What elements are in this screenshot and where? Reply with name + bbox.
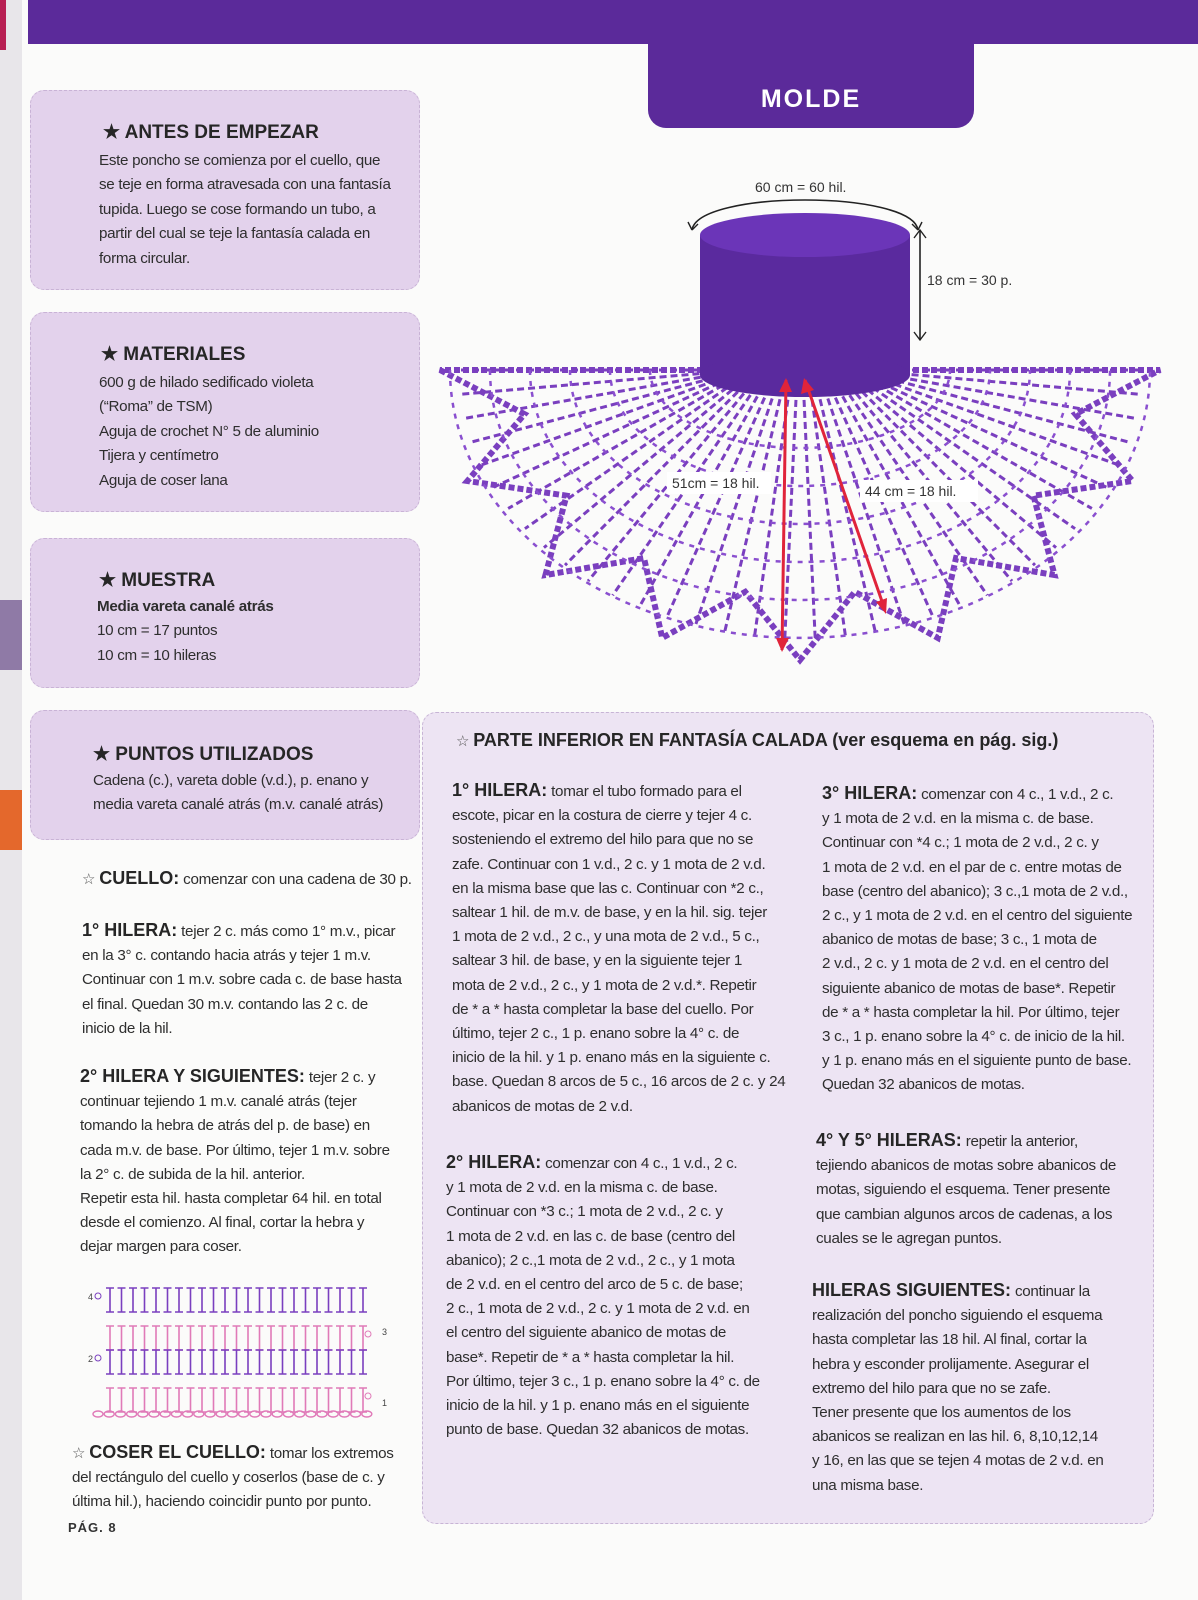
muestra-line: 10 cm = 17 puntos <box>97 622 218 640</box>
pi-h3 <box>822 781 1132 1098</box>
stitch-symbol <box>302 1350 310 1374</box>
stitch-symbol <box>313 1350 321 1374</box>
stitch-symbol <box>256 1326 264 1350</box>
molde-diagram <box>430 170 1170 680</box>
row-number-1: 1 <box>382 1398 388 1408</box>
pi-h2-line: de 2 v.d. en el centro del arco de 5 c. de base; <box>446 1276 743 1294</box>
chain-symbol <box>317 1411 327 1417</box>
pi-h45-line: cuales se le agregan puntos. <box>816 1229 1002 1247</box>
pi-hs-line: extremo del hilo para que no se zafe. <box>812 1379 1051 1397</box>
stitch-symbol <box>233 1388 241 1412</box>
stitch-symbol <box>221 1326 229 1350</box>
stitch-symbol <box>198 1388 206 1412</box>
outline-star-icon: ☆ <box>72 1445 90 1462</box>
muestra-title: ★ MUESTRA <box>99 570 216 591</box>
cuello-h2-heading: 2° HILERA Y SIGUIENTES: <box>80 1066 305 1086</box>
parte-inferior-title-text: PARTE INFERIOR EN FANTASÍA CALADA (ver esquema en pág. sig.) <box>473 730 1059 750</box>
cuello-h2-line: la 2° c. de subida de la hil. anterior. <box>80 1165 305 1183</box>
pi-h2-line: 2 c., 1 mota de 2 v.d., 2 c. y 1 mota de 2 v.d. en <box>446 1300 750 1318</box>
muestra-box <box>30 538 420 688</box>
pi-hs-line: hasta completar las 18 hil. Al final, cortar la <box>812 1331 1087 1349</box>
stitch-symbol <box>210 1326 218 1350</box>
coser-line: del rectángulo del cuello y coserlos (base de c. y <box>72 1469 385 1487</box>
stitch-symbol <box>141 1326 149 1350</box>
stitch-symbol <box>244 1350 252 1374</box>
pi-hs-line: y 16, en las que se tejen 4 motas de 2 v.d. en <box>812 1452 1104 1470</box>
pi-h1-line: base. Quedan 8 arcos de 5 c., 16 arcos de 2 c. y 24 <box>452 1073 786 1091</box>
coser-line: última hil.), haciendo coincidir punto por punto. <box>72 1493 372 1511</box>
collar-tube-top <box>700 213 910 257</box>
lace-pattern <box>440 370 1160 660</box>
cuello-h1 <box>82 918 402 1041</box>
stitch-symbol <box>221 1288 229 1312</box>
turning-chain-symbol <box>365 1393 371 1399</box>
puntos-box <box>30 710 420 840</box>
stitch-symbol <box>325 1388 333 1412</box>
muestra-body <box>97 595 274 668</box>
stitch-symbol <box>187 1288 195 1312</box>
stitch-symbol <box>210 1388 218 1412</box>
pi-h45 <box>816 1128 1116 1251</box>
stitch-symbol <box>290 1326 298 1350</box>
materiales-box <box>30 312 420 512</box>
stitch-symbol <box>141 1350 149 1374</box>
materiales-line: Tijera y centímetro <box>99 447 219 465</box>
cuello-line: comenzar con una cadena de 30 p. <box>183 871 412 888</box>
pi-h3-line: de * a * hasta completar la hil. Por último, tejer <box>822 1003 1120 1021</box>
row-number-2: 2 <box>88 1354 94 1364</box>
pi-h1-line: escote, picar en la costura de cierre y tejer 4 c. <box>452 807 752 825</box>
stitch-symbol <box>175 1326 183 1350</box>
stitch-symbol <box>129 1350 137 1374</box>
stitch-symbol <box>210 1350 218 1374</box>
stitch-symbol <box>198 1350 206 1374</box>
stitch-symbol <box>267 1350 275 1374</box>
pi-h2-line: 1 mota de 2 v.d. en las c. de base (centro del <box>446 1227 736 1245</box>
pi-h2-line: y 1 mota de 2 v.d. en la misma c. de base. <box>446 1179 718 1197</box>
stitch-symbol <box>336 1288 344 1312</box>
stitch-symbol <box>325 1326 333 1350</box>
cuello-h2-line: dejar margen para coser. <box>80 1238 242 1256</box>
antes-line: Este poncho se comienza por el cuello, que <box>99 152 381 169</box>
stitch-symbol <box>279 1388 287 1412</box>
puntos-title: ★ PUNTOS UTILIZADOS <box>93 744 314 765</box>
pi-h1 <box>452 778 785 1119</box>
stitch-symbol <box>244 1288 252 1312</box>
stitch-symbol <box>175 1350 183 1374</box>
stitch-symbol <box>152 1326 160 1350</box>
pi-h45-line: que cambian algunos arcos de cadenas, a los <box>816 1205 1113 1223</box>
stitch-symbol <box>302 1288 310 1312</box>
chain-symbol <box>283 1411 293 1417</box>
cuello-stitch-chart <box>84 1280 394 1420</box>
pi-h1-line: abanicos de motas de 2 v.d. <box>452 1097 633 1115</box>
stitch-symbol <box>359 1350 367 1374</box>
stitch-symbol <box>336 1350 344 1374</box>
cuello-h1-line: tejer 2 c. más como 1° m.v., picar <box>181 923 396 940</box>
turning-chain-symbol <box>95 1293 101 1299</box>
stitch-symbol <box>256 1350 264 1374</box>
stitch-symbol <box>325 1350 333 1374</box>
pi-h2-line: Continuar con *3 c.; 1 mota de 2 v.d., 2 c. y <box>446 1203 723 1221</box>
stitch-symbol <box>106 1326 114 1350</box>
stitch-symbol <box>210 1288 218 1312</box>
stitch-symbol <box>106 1388 114 1412</box>
pi-h45-heading: 4° Y 5° HILERAS: <box>816 1130 962 1150</box>
cuello-h2-line: desde el comienzo. Al final, cortar la hebra y <box>80 1214 365 1232</box>
stitch-symbol <box>359 1326 367 1350</box>
pi-h45-line: repetir la anterior, <box>965 1133 1078 1150</box>
radius-short-label: 44 cm = 18 hil. <box>865 483 957 499</box>
stitch-symbol <box>164 1388 172 1412</box>
coser-line: tomar los extremos <box>269 1445 394 1462</box>
stitch-symbol <box>187 1350 195 1374</box>
pi-h3-line: 1 mota de 2 v.d. en el par de c. entre motas de <box>822 858 1122 876</box>
chain-symbol <box>93 1411 103 1417</box>
stitch-symbol <box>187 1388 195 1412</box>
materiales-line: Aguja de crochet N° 5 de aluminio <box>99 422 319 440</box>
pi-h1-line: inicio de la hil. y 1 p. enano más en la siguiente c. <box>452 1049 771 1067</box>
pi-h2-line: base*. Repetir de * a * hasta completar la hil. <box>446 1348 735 1366</box>
stitch-symbol <box>175 1388 183 1412</box>
cuello-h1-line: inicio de la hil. <box>82 1019 173 1037</box>
lace-outline <box>440 370 1160 660</box>
cuello-h2-line: tomando la hebra de atrás del p. de base) en <box>80 1117 370 1135</box>
muestra-line: 10 cm = 10 hileras <box>97 646 217 664</box>
stitch-symbol <box>290 1388 298 1412</box>
stitch-symbol <box>106 1288 114 1312</box>
antes-line: partir del cual se teje la fantasía calada en <box>99 225 371 243</box>
antes-box <box>30 90 420 290</box>
stitch-symbol <box>256 1288 264 1312</box>
stitch-symbol <box>175 1288 183 1312</box>
materiales-line: Aguja de coser lana <box>99 471 228 489</box>
outline-star-icon: ☆ <box>82 871 100 888</box>
stitch-symbol <box>118 1350 126 1374</box>
antes-line: tupida. Luego se cose formando un tubo, a <box>99 200 376 218</box>
materiales-body <box>99 371 319 493</box>
stitch-symbol <box>233 1350 241 1374</box>
outline-star-icon: ☆ <box>456 733 474 750</box>
pi-hs <box>812 1278 1104 1498</box>
stitch-symbol <box>325 1288 333 1312</box>
lace-ray <box>868 390 1056 548</box>
muestra-subtitle: Media vareta canalé atrás <box>97 598 274 615</box>
stitch-symbol <box>129 1388 137 1412</box>
stitch-symbol <box>256 1388 264 1412</box>
stitch-symbol <box>336 1326 344 1350</box>
pi-h3-heading: 3° HILERA: <box>822 783 918 803</box>
stitch-symbol <box>141 1388 149 1412</box>
pi-h1-line: en la misma base que las c. Continuar con *2 c., <box>452 879 764 897</box>
antes-body <box>99 149 391 271</box>
stitch-symbol <box>313 1388 321 1412</box>
stitch-symbol <box>129 1326 137 1350</box>
stitch-symbol <box>221 1350 229 1374</box>
puntos-body <box>93 769 383 818</box>
pi-hs-line: Tener presente que los aumentos de los <box>812 1404 1071 1422</box>
pi-h3-line: 2 v.d., 2 c. y 1 mota de 2 v.d. en el centro del <box>822 955 1109 973</box>
pi-hs-line: continuar la <box>1014 1283 1090 1300</box>
cuello-h2-line: tejer 2 c. y <box>308 1069 376 1086</box>
pi-h3-line: comenzar con 4 c., 1 v.d., 2 c. <box>921 786 1114 803</box>
cuello-h2-line: cada m.v. de base. Por último, tejer 1 m.v. sobre <box>80 1141 390 1159</box>
lace-ray <box>482 381 716 465</box>
stitch-symbol <box>164 1350 172 1374</box>
stitch-symbol <box>359 1388 367 1412</box>
stitch-symbol <box>313 1326 321 1350</box>
stitch-symbol <box>164 1288 172 1312</box>
materiales-title: ★ MATERIALES <box>101 344 246 365</box>
stitch-symbol <box>313 1288 321 1312</box>
chain-symbol <box>328 1411 338 1417</box>
stitch-symbol <box>118 1326 126 1350</box>
stitch-symbol <box>290 1288 298 1312</box>
pi-h1-heading: 1° HILERA: <box>452 780 548 800</box>
stitch-symbol <box>106 1350 114 1374</box>
cuello-h2-line: Repetir esta hil. hasta completar 64 hil. en total <box>80 1190 382 1208</box>
pi-h3-line: Quedan 32 abanicos de motas. <box>822 1076 1025 1094</box>
cuello-section <box>82 866 412 892</box>
stitch-symbol <box>152 1350 160 1374</box>
cuello-h2-line: continuar tejiendo 1 m.v. canalé atrás (tejer <box>80 1093 357 1111</box>
parte-inferior-title <box>456 728 1058 754</box>
stitch-symbol <box>348 1288 356 1312</box>
cuello-h1-heading: 1° HILERA: <box>82 920 178 940</box>
stitch-symbol <box>198 1326 206 1350</box>
lace-ray <box>472 378 713 442</box>
pi-h3-line: base (centro del abanico); 3 c.,1 mota de 2 v.d., <box>822 882 1128 900</box>
stitch-symbol <box>267 1326 275 1350</box>
stitch-symbol <box>152 1288 160 1312</box>
stitch-symbol <box>244 1388 252 1412</box>
pi-h2-line: punto de base. Quedan 32 abanicos de motas. <box>446 1421 749 1439</box>
antes-line: se teje en forma atravesada con una fantasía <box>99 176 391 194</box>
materiales-line: (“Roma” de TSM) <box>99 398 213 416</box>
antes-title: ★ ANTES DE EMPEZAR <box>103 122 319 143</box>
pi-h3-line: 3 c., 1 p. enano sobre la 4° c. de inicio de la hil. <box>822 1028 1125 1046</box>
stitch-symbol <box>348 1388 356 1412</box>
stitch-symbol <box>221 1388 229 1412</box>
lace-ring <box>530 370 1070 562</box>
chain-symbol <box>250 1411 260 1417</box>
lace-ring <box>450 370 1150 638</box>
chain-symbol <box>351 1411 361 1417</box>
pi-hs-heading: HILERAS SIGUIENTES: <box>812 1280 1012 1300</box>
pi-h2-line: el centro del siguiente abanico de motas de <box>446 1324 727 1342</box>
lace-ray <box>666 398 764 619</box>
lace-ray <box>804 400 815 640</box>
stitch-symbol <box>244 1326 252 1350</box>
stitch-symbol <box>279 1326 287 1350</box>
row-number-4: 4 <box>88 1292 94 1302</box>
stitch-symbol <box>164 1326 172 1350</box>
pi-h1-line: zafe. Continuar con 1 v.d., 2 c. y 1 mota de 2 v.d. <box>452 855 766 873</box>
antes-line: forma circular. <box>99 249 190 267</box>
stitch-symbol <box>233 1326 241 1350</box>
pi-h3-line: Continuar con *4 c.; 1 mota de 2 v.d., 2 c. y <box>822 834 1099 852</box>
stitch-symbol <box>348 1350 356 1374</box>
turning-chain-symbol <box>365 1331 371 1337</box>
circumference-label: 60 cm = 60 hil. <box>755 179 847 195</box>
height-label: 18 cm = 30 p. <box>927 272 1013 288</box>
stitch-symbol <box>118 1388 126 1412</box>
top-bar <box>28 0 1198 44</box>
pi-hs-line: abanicos se realizan en las hil. 6, 8,10,12,14 <box>812 1428 1098 1446</box>
molde-tab <box>648 44 974 128</box>
stitch-symbol <box>141 1288 149 1312</box>
stitch-symbol <box>198 1288 206 1312</box>
stitch-symbol <box>336 1388 344 1412</box>
stitch-symbol <box>302 1388 310 1412</box>
pi-h45-line: motas, siguiendo el esquema. Tener presente <box>816 1181 1111 1199</box>
coser-section <box>72 1440 394 1515</box>
turning-chain-symbol <box>95 1355 101 1361</box>
cuello-h1-line: Continuar con 1 m.v. sobre cada c. de base hasta <box>82 971 402 989</box>
chain-symbol <box>261 1411 271 1417</box>
chain-symbol <box>272 1411 282 1417</box>
stitch-symbol <box>129 1288 137 1312</box>
pi-hs-line: hebra y esconder prolijamente. Asegurar el <box>812 1355 1089 1373</box>
stitch-symbol <box>279 1350 287 1374</box>
lace-ray <box>544 390 732 548</box>
molde-label: MOLDE <box>760 85 862 113</box>
pi-h1-line: 1 mota de 2 v.d., 2 c., y una mota de 2 v.d., 5 c., <box>452 928 760 946</box>
pi-hs-line: una misma base. <box>812 1476 924 1494</box>
pi-h2 <box>446 1150 760 1442</box>
chain-symbol <box>295 1411 305 1417</box>
page-number: PÁG. 8 <box>68 1520 117 1535</box>
pi-h2-line: Por último, tejer 3 c., 1 p. enano sobre la 4° c. de <box>446 1372 760 1390</box>
coser-heading: COSER EL CUELLO: <box>89 1442 266 1462</box>
stitch-symbol <box>267 1388 275 1412</box>
chain-symbol <box>239 1411 249 1417</box>
pi-h1-line: saltear 3 hil. de base, y en la siguiente tejer 1 <box>452 952 743 970</box>
pi-hs-line: realización del poncho siguiendo el esquema <box>812 1307 1103 1325</box>
pi-h1-line: sosteniendo el extremo del hilo para que no se <box>452 831 754 849</box>
pi-h2-line: abanico); 2 c.,1 mota de 2 v.d., 2 c., y 1 mota <box>446 1251 735 1269</box>
pi-h2-line: inicio de la hil. y 1 p. enano más en el siguiente <box>446 1397 750 1415</box>
stitch-symbol <box>233 1288 241 1312</box>
pi-h1-line: tomar el tubo formado para el <box>551 783 742 800</box>
lace-ray <box>887 378 1128 442</box>
stitch-symbol <box>302 1326 310 1350</box>
chain-symbol <box>339 1411 349 1417</box>
stitch-symbol <box>348 1326 356 1350</box>
pi-h1-line: saltear 1 hil. de m.v. de base, y en la hil. sig. tejer <box>452 904 767 922</box>
puntos-line: Cadena (c.), vareta doble (v.d.), p. enano y <box>93 772 369 789</box>
pi-h3-line: y 1 mota de 2 v.d. en la misma c. de base. <box>822 810 1094 828</box>
stitch-symbol <box>279 1288 287 1312</box>
pi-h3-line: abanico de motas de base; 3 c., 1 mota de <box>822 931 1097 949</box>
chain-symbol <box>306 1411 316 1417</box>
radius-long-label: 51cm = 18 hil. <box>672 475 760 491</box>
puntos-line: media vareta canalé atrás (m.v. canalé atrás) <box>93 796 384 814</box>
stitch-symbol <box>118 1288 126 1312</box>
chain-symbol <box>227 1411 237 1417</box>
pi-h1-line: de * a * hasta completar la base del cuello. Por <box>452 1000 754 1018</box>
stitch-symbol <box>187 1326 195 1350</box>
pi-h1-line: mota de 2 v.d., 2 c., y 1 mota de 2 v.d.*. Repetir <box>452 976 757 994</box>
stitch-symbol <box>359 1288 367 1312</box>
row-number-3: 3 <box>382 1327 388 1337</box>
pi-h2-line: comenzar con 4 c., 1 v.d., 2 c. <box>545 1155 738 1172</box>
pi-h45-line: tejiendo abanicos de motas sobre abanicos de <box>816 1157 1117 1175</box>
cuello-h1-line: en la 3° c. contando hacia atrás y tejer 1 m.v. <box>82 947 371 965</box>
pi-h1-line: último, tejer 2 c., 1 p. enano sobre la 4° c. de <box>452 1025 740 1043</box>
cuello-h1-line: el final. Quedan 30 m.v. contando las 2 c. de <box>82 995 368 1013</box>
stitch-symbol <box>267 1288 275 1312</box>
cuello-h2 <box>80 1064 390 1260</box>
stitch-symbol <box>290 1350 298 1374</box>
pi-h3-line: siguiente abanico de motas de base*. Repetir <box>822 979 1116 997</box>
page-binding-edge <box>0 0 22 1600</box>
stitch-symbol <box>152 1388 160 1412</box>
pi-h3-line: 2 c., y 1 mota de 2 v.d. en el centro del siguiente <box>822 907 1133 925</box>
materiales-line: 600 g de hilado sedificado violeta <box>99 374 314 391</box>
pi-h3-line: y 1 p. enano más en el siguiente punto de base. <box>822 1052 1132 1070</box>
pi-h2-heading: 2° HILERA: <box>446 1152 542 1172</box>
cuello-heading: CUELLO: <box>99 868 180 888</box>
